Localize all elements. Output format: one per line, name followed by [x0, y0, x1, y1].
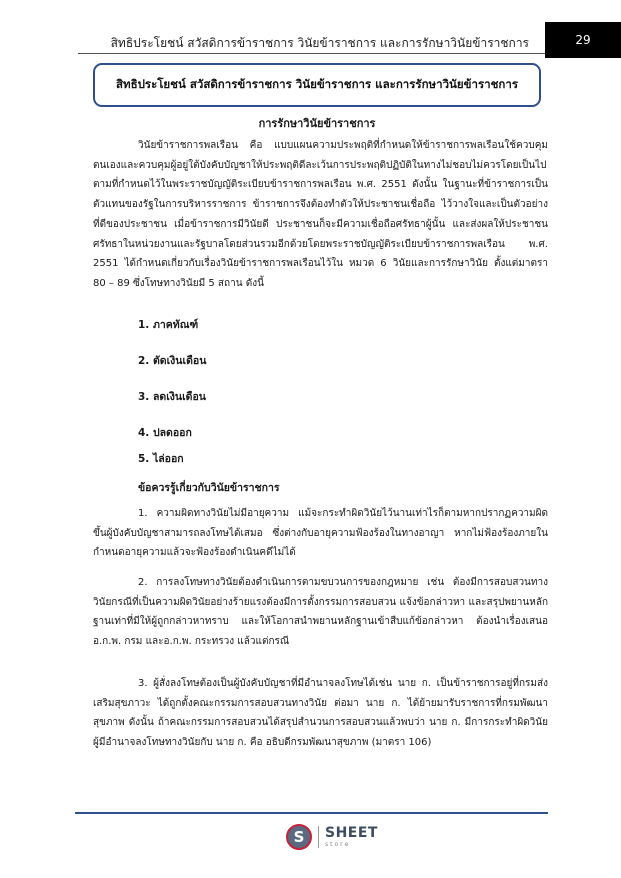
header-divider: [78, 53, 545, 54]
point-paragraph: 3. ผู้สั่งลงโทษต้องเป็นผู้บังคับบัญชาที่มีอำนาจลงโทษได้เช่น นาย ก. เป็นข้าราชการอยู่ที่กรมส่งเสริมสุขภาวะ ได้ถูกตั้งคณะกรรมการสอบสวนทางวินัย ต่อมา นาย ก. ได้ย้ายมารับราชการที่กรมพัฒนาสุขภาพ ดังนั้น ถ้าคณะกรรมการสอบสวนได้สรุปสำนวนการสอบสวนแล้วพบว่า นาย ก. มีการกระทำผิดวินัย ผู้มีอำนาจลงโทษทางวินัยกับ นาย ก. คือ อธิบดีกรมพัฒนาสุขภาพ (มาตรา 106): [93, 678, 548, 749]
penalty-item: 2. ตัดเงินเดือน: [138, 355, 207, 367]
point-paragraph: 1. ความผิดทางวินัยไม่มีอายุความ แม้จะกระทำผิดวินัยไว้นานเท่าไรก็ตามหากปรากฏความผิดขึ้นผู้บังคับบัญชาสามารถลงโทษได้เสมอ ซึ่งต่างกับอายุความฟ้องร้องในทางอาญา หากไม่ฟ้องร้องภายในกำหนดอายุความแล้วจะฟ้องร้องดำเนินคดีไม่ได้: [93, 508, 548, 559]
intro-paragraph: วินัยข้าราชการพลเรือน คือ แบบแผนความประพฤติที่กำหนดให้ข้าราชการพลเรือนใช้ควบคุมตนเองและควบคุมผู้อยู่ใต้บังคับบัญชาให้ประพฤติดีละเว้นการประพฤติปฏิบัติในทางไม่ชอบไม่ควรโดยเป็นไปตามที่กำหนดไว้ในพระราชบัญญัติระเบียบข้าราชการพลเรือน พ.ศ. 2551 ดังนั้น ในฐานะที่ข้าราชการเป็นตัวแทนของรัฐในการบริหารราชการ ข้าราชการจึงต้องทำตัวให้ประชาชนเชื่อถือ ไว้วางใจและเป็นตัวอย่างที่ดีของประชาชน เมื่อข้าราชการมีวินัยดี ประชาชนก็จะมีความเชื่อถือศรัทธาผู้นั้น และส่งผลให้ประชาชนศรัทธาในหน่วยงานและรัฐบาลโดยส่วนรวมอีกด้วยโดยพระราชบัญญัติระเบียบข้าราชการพลเรือน พ.ศ. 2551 ได้กำหนดเกี่ยวกับเรื่องวินัยข้าราชการพลเรือนไว้ใน หมวด 6 วินัยและการรักษาวินัย ตั้งแต่มาตรา 80 – 89 ซึ่งโทษทางวินัยมี 5 สถาน ดังนี้: [93, 140, 548, 289]
subheading: ข้อควรรู้เกี่ยวกับวินัยข้าราชการ: [138, 482, 280, 494]
running-header-title: สิทธิประโยชน์ สวัสดิการข้าราชการ วินัยข้าราชการ และการรักษาวินัยข้าราชการ: [110, 36, 529, 50]
page-number: 29: [545, 22, 621, 58]
logo-subtitle: store: [325, 841, 351, 848]
penalty-item: 4. ปลดออก: [138, 427, 192, 439]
footer-divider: [75, 812, 548, 814]
logo-s-icon: S: [286, 824, 312, 850]
logo-name: SHEET: [325, 825, 378, 841]
penalty-item: 1. ภาคทัณฑ์: [138, 319, 199, 331]
point-paragraph: 2. การลงโทษทางวินัยต้องดำเนินการตามขบวนการของกฎหมาย เช่น ต้องมีการสอบสวนทางวินัยกรณีที่เป็นความผิดวินัยอย่างร้ายแรงต้องมีการตั้งกรรมการสอบสวน แจ้งข้อกล่าวหา และสรุปพยานหลักฐานเท่าที่มีให้ผู้ถูกกล่าวหาทราบ และให้โอกาสนำพยานหลักฐานเข้าสืบแก้ข้อกล่าวหา ต้องนำเรื่องเสนอ อ.ก.พ. กรม และอ.ก.พ. กระทรวง แล้วแต่กรณี: [93, 577, 548, 648]
logo-separator: [318, 826, 319, 848]
logo-wordmark: [325, 826, 378, 848]
penalty-item: 3. ลดเงินเดือน: [138, 391, 206, 403]
sheet-store-logo: [286, 822, 378, 852]
chapter-title-box: สิทธิประโยชน์ สวัสดิการข้าราชการ วินัยข้าราชการ และการรักษาวินัยข้าราชการ: [93, 63, 541, 107]
section-title: การรักษาวินัยข้าราชการ: [258, 117, 376, 130]
penalty-item: 5. ไล่ออก: [138, 453, 184, 465]
